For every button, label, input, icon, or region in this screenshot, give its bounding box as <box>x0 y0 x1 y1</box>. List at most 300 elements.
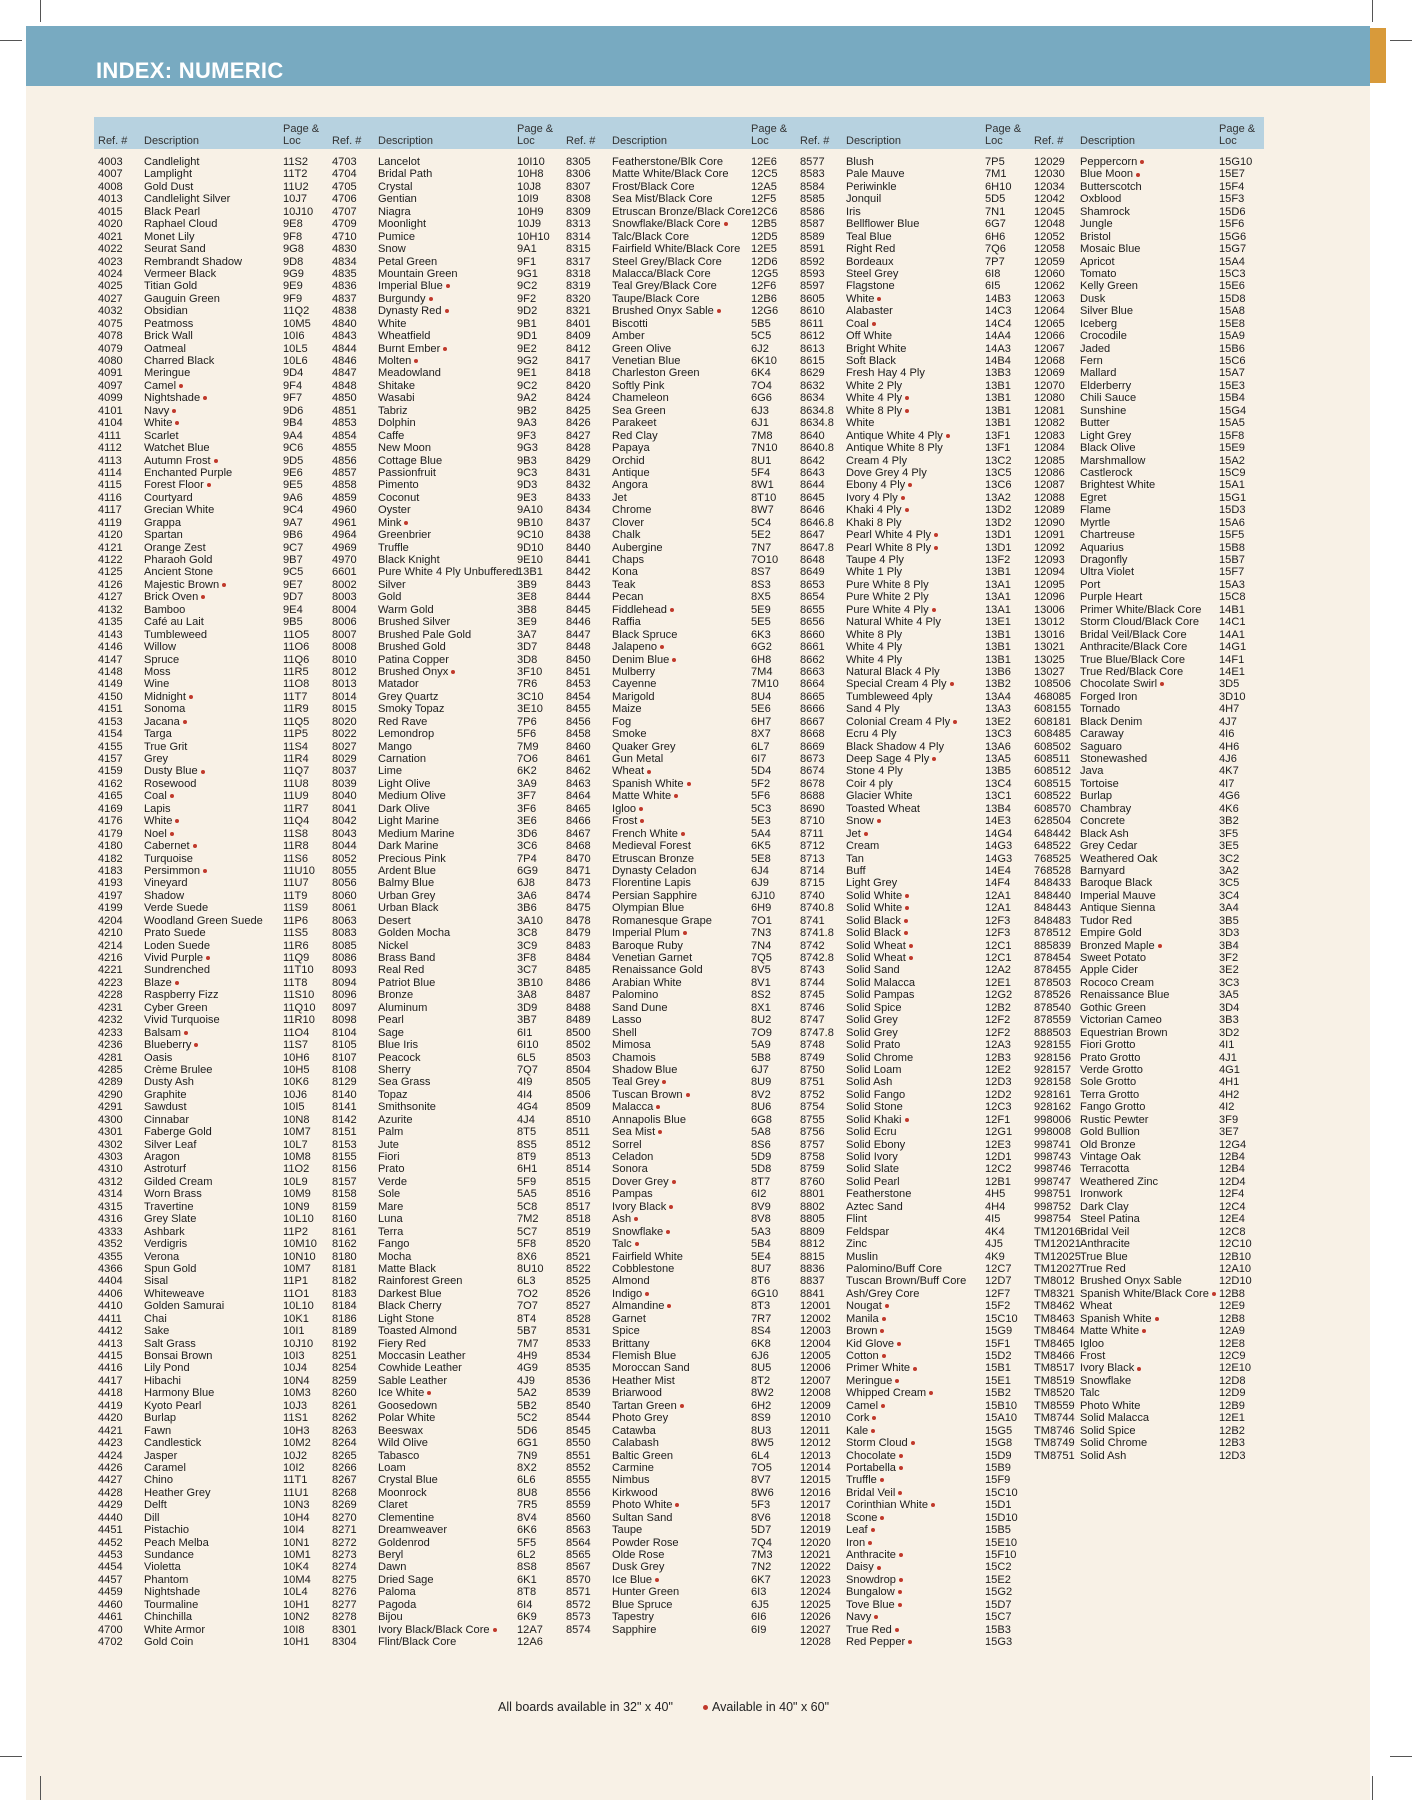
description <box>378 243 406 255</box>
page-loc: 8X6 <box>517 1250 537 1263</box>
description-text: Verde Grotto <box>1080 1063 1143 1076</box>
ref-number: 998746 <box>1034 1163 1072 1176</box>
description <box>378 1064 411 1076</box>
description-text: Dove Grey 4 Ply <box>846 466 927 479</box>
description <box>1080 765 1103 777</box>
page-loc: 11T1 <box>283 1474 308 1487</box>
description-text: Sole <box>378 1188 401 1201</box>
table-row <box>1030 1201 1264 1213</box>
ref-number: 4032 <box>98 305 123 318</box>
description <box>378 666 455 678</box>
description-text: Solid Wheat <box>846 952 906 964</box>
description <box>612 902 684 914</box>
page-loc: 9F1 <box>517 255 537 268</box>
page-loc: 15F1 <box>985 1337 1011 1350</box>
description-text: Ancient Stone <box>144 566 214 579</box>
ref-number: 8713 <box>800 852 825 865</box>
page-loc: 10H6 <box>283 1051 310 1064</box>
ref-number: 8264 <box>332 1437 357 1450</box>
page-loc: 3C9 <box>517 939 538 952</box>
ref-number: 8433 <box>566 491 591 504</box>
description <box>612 890 697 902</box>
description <box>378 1076 430 1088</box>
table-row <box>94 1599 328 1611</box>
description-text: Biscotti <box>612 317 648 330</box>
table-row <box>562 206 796 218</box>
page-loc: 13C1 <box>985 790 1012 803</box>
page-loc: 5B7 <box>517 1325 537 1338</box>
table-row <box>328 554 562 566</box>
page-loc: 8V8 <box>751 1213 771 1226</box>
description <box>612 1400 684 1412</box>
page-loc: 6J1 <box>751 417 769 430</box>
description-text: Igloo <box>1080 1337 1105 1350</box>
ref-number: 8710 <box>800 815 825 828</box>
table-row <box>94 280 328 292</box>
page-loc: 11U9 <box>283 790 309 803</box>
ref-number: 4003 <box>98 156 123 168</box>
page-loc: 14E4 <box>985 864 1011 877</box>
availability-dot-icon <box>904 931 908 935</box>
page-loc: 8V2 <box>751 1088 771 1101</box>
description-text: Sultan Sand <box>612 1511 673 1524</box>
description-text: White <box>144 815 173 828</box>
ref-number: 8186 <box>332 1312 357 1325</box>
table-row <box>796 156 1030 168</box>
page-loc: 8T8 <box>517 1586 537 1599</box>
page-loc: 3B6 <box>517 902 537 915</box>
description-text: Indigo <box>612 1287 643 1300</box>
description <box>144 1089 187 1101</box>
ref-number: 8533 <box>566 1337 591 1350</box>
page-loc: 10K4 <box>283 1561 309 1574</box>
availability-dot-icon <box>871 1429 875 1433</box>
ref-number: 4182 <box>98 852 123 865</box>
ref-number: 4703 <box>332 156 357 168</box>
ref-number: 8265 <box>332 1449 357 1462</box>
description-text: Caramel <box>144 1461 186 1474</box>
description <box>378 343 447 355</box>
description <box>144 927 206 939</box>
page-loc: 7O4 <box>751 379 772 392</box>
description-text: Brushed Gold <box>378 641 446 654</box>
description <box>612 1350 676 1362</box>
description-text: Apricot <box>1080 255 1115 268</box>
table-row <box>94 156 328 168</box>
ref-number: 878503 <box>1034 976 1072 989</box>
ref-number: 4232 <box>98 1014 123 1027</box>
page-loc: 3A4 <box>1219 902 1239 915</box>
page-loc: 15E9 <box>1219 442 1245 455</box>
ref-number: 8040 <box>332 790 357 803</box>
table-row <box>94 1338 328 1350</box>
ref-number: 8665 <box>800 690 825 703</box>
table-row <box>94 479 328 491</box>
page-loc: 12D3 <box>1219 1449 1246 1462</box>
page-loc: 12C1 <box>985 939 1012 952</box>
description <box>612 803 643 815</box>
availability-dot-icon <box>929 1391 933 1395</box>
description <box>144 355 214 367</box>
description <box>612 1275 650 1287</box>
page-loc: 4J1 <box>1219 1051 1237 1064</box>
page-loc: 4H4 <box>985 1200 1006 1213</box>
description <box>612 778 691 790</box>
table-row <box>562 1537 796 1549</box>
table-row <box>562 1188 796 1200</box>
table-row <box>1030 940 1264 952</box>
description-text: Bijou <box>378 1611 403 1624</box>
ref-number: 4214 <box>98 939 123 952</box>
page-loc: 11T10 <box>283 964 314 977</box>
ref-number: 8571 <box>566 1586 591 1599</box>
availability-dot-icon <box>934 533 938 537</box>
table-row <box>328 1201 562 1213</box>
table-row <box>328 1362 562 1374</box>
table-row <box>1030 1076 1264 1088</box>
ref-number: TM8746 <box>1034 1424 1075 1437</box>
description <box>144 616 204 628</box>
ref-number: 4221 <box>98 964 123 977</box>
description <box>1080 1450 1126 1462</box>
description-text: Monet Lily <box>144 230 195 243</box>
page-loc: 4G1 <box>1219 1063 1240 1076</box>
description <box>144 1275 168 1287</box>
ref-number: 4023 <box>98 255 123 268</box>
table-row <box>562 915 796 927</box>
description-text: Solid Fango <box>846 1088 906 1101</box>
page-loc: 5F8 <box>517 1238 537 1251</box>
ref-number: 8157 <box>332 1175 357 1188</box>
description-text: Aluminum <box>378 1001 428 1014</box>
page-loc: 7N1 <box>985 205 1006 218</box>
table-row <box>94 1412 328 1424</box>
description <box>612 1561 664 1573</box>
description <box>378 1537 430 1549</box>
availability-dot-icon <box>904 919 908 923</box>
ref-number: 4851 <box>332 404 357 417</box>
ref-number: 12012 <box>800 1437 831 1450</box>
description <box>846 1524 875 1536</box>
description-text: Daisy <box>846 1561 874 1574</box>
table-row <box>94 1437 328 1449</box>
sizes-note: All boards available in 32" x 40" <box>498 1700 673 1714</box>
page-loc: 6K5 <box>751 840 771 853</box>
ref-number: 8615 <box>800 355 825 367</box>
description <box>144 778 196 790</box>
ref-number: 648442 <box>1034 827 1072 840</box>
page-loc: 9C10 <box>517 529 544 542</box>
description <box>1080 231 1111 243</box>
page-loc: 10M10 <box>283 1238 317 1251</box>
description-text: Dill <box>144 1511 160 1524</box>
table-row <box>1030 828 1264 840</box>
table-row <box>796 529 1030 541</box>
description <box>144 156 200 168</box>
table-row <box>328 1350 562 1362</box>
description <box>612 1163 648 1175</box>
description-text: Pharaoh Gold <box>144 554 213 566</box>
description-text: Brick Oven <box>144 591 199 604</box>
description <box>1080 1325 1146 1337</box>
description-text: Taupe 4 Ply <box>846 554 904 566</box>
description-text: Coir 4 ply <box>846 777 893 790</box>
description <box>612 952 692 964</box>
description-text: Brushed Onyx Sable <box>612 305 714 318</box>
table-row <box>94 865 328 877</box>
description <box>144 1014 220 1026</box>
table-row <box>94 877 328 889</box>
ref-number: 4453 <box>98 1549 123 1561</box>
table-row <box>562 1263 796 1275</box>
ref-number: 8513 <box>566 1151 591 1163</box>
page-loc: 9G3 <box>517 442 538 455</box>
ref-number: 8013 <box>332 678 357 691</box>
page-loc: 15B10 <box>985 1399 1018 1412</box>
table-row <box>94 778 328 790</box>
description <box>846 1624 899 1636</box>
page-loc: 10M9 <box>283 1188 311 1201</box>
availability-dot-icon <box>874 1615 878 1619</box>
ref-number: 8559 <box>566 1499 591 1512</box>
description <box>612 1039 651 1051</box>
description-text: Frost <box>1080 1350 1106 1362</box>
table-row <box>328 1524 562 1536</box>
table-row <box>328 865 562 877</box>
table-row <box>328 343 562 355</box>
ref-number: 468085 <box>1034 690 1072 703</box>
description <box>378 741 412 753</box>
table-row <box>1030 293 1264 305</box>
page-loc: 12D4 <box>1219 1175 1246 1188</box>
table-row <box>562 616 796 628</box>
description-text: Solid Sand <box>846 964 900 977</box>
table-row <box>328 1425 562 1437</box>
ref-number: 8273 <box>332 1549 357 1561</box>
table-row <box>328 703 562 715</box>
description <box>1080 193 1121 205</box>
page-loc: 15C10 <box>985 1486 1018 1499</box>
ref-number: 8192 <box>332 1337 357 1350</box>
table-row <box>562 1412 796 1424</box>
table-row <box>1030 355 1264 367</box>
description <box>378 853 446 865</box>
description <box>1080 206 1130 218</box>
description <box>1080 1350 1105 1362</box>
description <box>378 1549 403 1561</box>
description-text: Deep Sage 4 Ply <box>846 753 930 765</box>
description <box>846 206 861 218</box>
description <box>1080 504 1111 516</box>
description <box>144 1288 204 1300</box>
description-text: Verde <box>378 1175 407 1188</box>
description <box>378 206 411 218</box>
description <box>1080 1300 1112 1312</box>
page-loc: 15E1 <box>985 1374 1011 1387</box>
description <box>378 890 435 902</box>
ref-number: 928157 <box>1034 1063 1072 1076</box>
description <box>846 455 907 467</box>
description <box>378 1213 403 1225</box>
page-loc: 11O5 <box>283 628 310 641</box>
page-loc: 7N4 <box>751 939 772 952</box>
table-row <box>94 442 328 454</box>
description <box>612 629 677 641</box>
description <box>846 318 876 330</box>
description-text: Verde Suede <box>144 902 209 915</box>
page-loc: 12B5 <box>751 218 777 231</box>
page-loc: 9F2 <box>517 292 537 305</box>
page-loc: 12B10 <box>1219 1250 1252 1263</box>
description <box>144 678 169 690</box>
page-loc: 6G8 <box>751 1113 772 1126</box>
ref-number: 4834 <box>332 255 357 268</box>
page-loc: 11U8 <box>283 777 309 790</box>
description-text: Fango Grotto <box>1080 1101 1146 1114</box>
ref-number: 8318 <box>566 267 591 280</box>
description-text: Gold Dust <box>144 180 194 193</box>
ref-number: 8593 <box>800 267 825 280</box>
availability-dot-icon <box>683 931 687 935</box>
table-row <box>796 591 1030 603</box>
page-loc: 12A3 <box>985 1039 1011 1052</box>
page-loc: 15B5 <box>985 1524 1011 1537</box>
table-row <box>328 591 562 603</box>
ref-number: 628504 <box>1034 815 1072 828</box>
description <box>378 1101 436 1113</box>
availability-dot-icon <box>675 1503 679 1507</box>
ref-number: 8742 <box>800 939 825 952</box>
availability-dot-icon <box>203 869 207 873</box>
description-text: Tabriz <box>378 404 408 417</box>
crop-mark <box>1372 1776 1373 1800</box>
description-text: Butter <box>1080 417 1110 430</box>
accent-tab <box>1370 28 1386 83</box>
description-text: Ash/Grey Core <box>846 1287 920 1300</box>
page-loc: 3E2 <box>1219 964 1239 977</box>
availability-dot-icon <box>905 396 909 400</box>
description-text: Nougat <box>846 1300 882 1313</box>
description-text: Blue Spruce <box>612 1598 673 1611</box>
description <box>378 1176 407 1188</box>
page-loc: 15G9 <box>985 1325 1013 1338</box>
description <box>612 1126 662 1138</box>
table-row <box>796 405 1030 417</box>
description <box>612 168 729 180</box>
description-text: Mosaic Blue <box>1080 243 1141 256</box>
description-text: Teak <box>612 578 636 591</box>
page-loc: 10I3 <box>283 1350 305 1362</box>
description <box>144 318 193 330</box>
description <box>846 1213 867 1225</box>
description <box>846 1313 886 1325</box>
page-loc: 3E10 <box>517 703 543 716</box>
table-row <box>796 1275 1030 1287</box>
ref-number: 8526 <box>566 1287 591 1300</box>
page-loc: 3C4 <box>1219 889 1240 902</box>
page-loc: 9A7 <box>283 516 303 529</box>
description <box>612 579 635 591</box>
table-row <box>1030 168 1264 180</box>
availability-dot-icon <box>1212 1292 1216 1296</box>
description-text: Terra Grotto <box>1080 1088 1140 1101</box>
ref-number: 4427 <box>98 1474 123 1487</box>
table-row <box>1030 1238 1264 1250</box>
ref-number: 8747 <box>800 1014 825 1027</box>
description-text: Solid White <box>846 889 903 902</box>
page-loc: 8S7 <box>751 566 771 579</box>
page-loc: 5D9 <box>751 1151 772 1163</box>
table-row <box>562 156 796 168</box>
description <box>612 927 687 939</box>
ref-number: 608570 <box>1034 802 1072 815</box>
description <box>1080 877 1152 889</box>
ref-number: 8455 <box>566 703 591 716</box>
description <box>612 1549 664 1561</box>
page-loc: 8T4 <box>517 1312 537 1325</box>
description <box>846 828 868 840</box>
description-text: Taupe/Black Core <box>612 292 700 305</box>
description-text: Oatmeal <box>144 342 186 355</box>
ref-number: 4183 <box>98 864 123 877</box>
description-text: Bamboo <box>144 603 186 616</box>
table-row <box>796 504 1030 516</box>
page-loc: 3C8 <box>517 927 538 940</box>
page-loc: 4H7 <box>1219 703 1240 716</box>
page-loc: 8V6 <box>751 1511 771 1524</box>
table-row <box>562 927 796 939</box>
description <box>846 1375 899 1387</box>
ref-number: 8268 <box>332 1486 357 1499</box>
description <box>1080 654 1185 666</box>
description-text: Solid Grey <box>846 1026 898 1039</box>
description-text: Parakeet <box>612 417 657 430</box>
ref-number: 4147 <box>98 653 123 666</box>
description-text: Chino <box>144 1474 173 1487</box>
description-text: Baroque Ruby <box>612 939 683 952</box>
description <box>846 865 866 877</box>
table-row <box>562 1002 796 1014</box>
page-loc: 8U7 <box>751 1262 772 1275</box>
table-row <box>796 1586 1030 1598</box>
ref-number: 8583 <box>800 168 825 181</box>
ref-number: 8551 <box>566 1449 591 1462</box>
page-loc: 4I6 <box>1219 728 1235 741</box>
table-row <box>328 1089 562 1101</box>
table-row <box>796 479 1030 491</box>
page-loc: 8T9 <box>517 1151 537 1163</box>
description-text: Solid Chrome <box>846 1051 914 1064</box>
table-row <box>94 1450 328 1462</box>
page-loc: 12B3 <box>985 1051 1011 1064</box>
description-text: Café au Lait <box>144 616 204 629</box>
page-loc: 15B4 <box>1219 392 1245 405</box>
description-text: Wheat <box>1080 1300 1113 1313</box>
table-row <box>94 343 328 355</box>
page-loc: 15F4 <box>1219 180 1245 193</box>
ref-number: 4706 <box>332 193 357 206</box>
description <box>144 1624 205 1636</box>
page-loc: 9C6 <box>283 442 304 455</box>
ref-number: 8315 <box>566 243 591 256</box>
ref-number: 8592 <box>800 255 825 268</box>
table-row <box>562 467 796 479</box>
availability-dot-icon <box>1137 1367 1141 1371</box>
description-text: Red Pepper <box>846 1636 906 1649</box>
page-loc: 4H9 <box>517 1350 538 1362</box>
page-loc: 3D6 <box>517 827 538 840</box>
page-loc: 3F7 <box>517 790 537 803</box>
